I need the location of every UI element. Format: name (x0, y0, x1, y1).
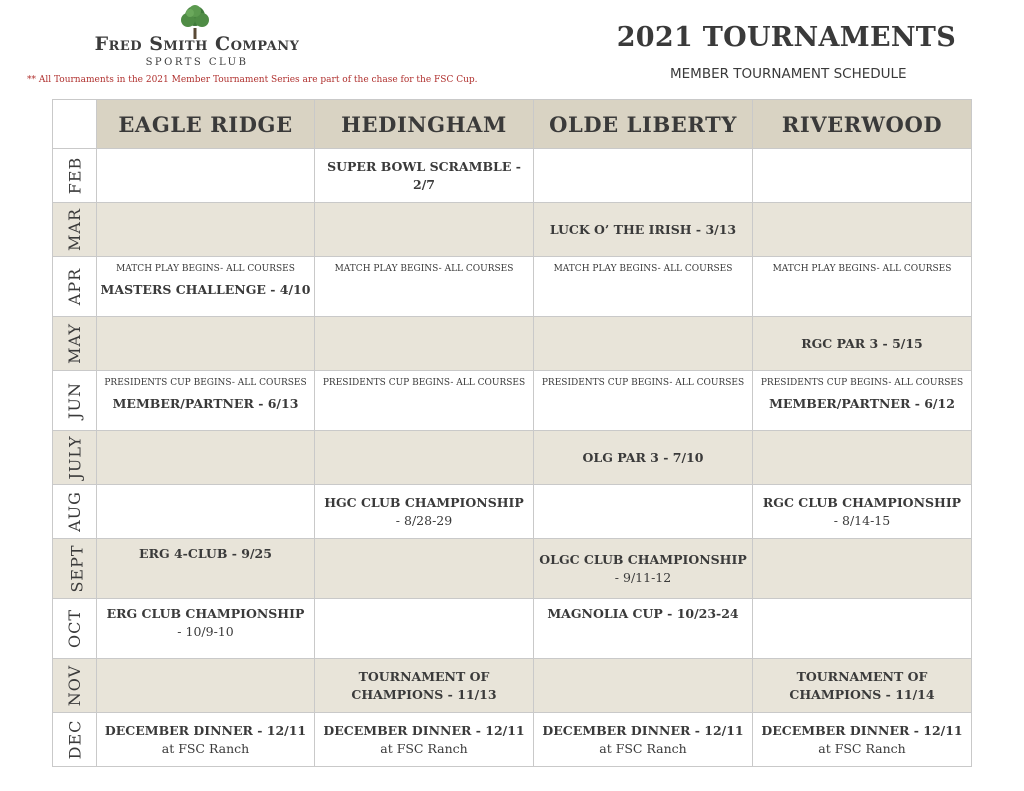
cell-eagle-ridge (97, 539, 315, 599)
match-play-note: MATCH PLAY BEGINS- ALL COURSES (116, 264, 295, 274)
month-label-cell (53, 599, 97, 659)
cell-eagle-ridge (97, 431, 315, 485)
month-label-cell (53, 257, 97, 317)
month-label: JULY (65, 435, 85, 480)
month-label: NOV (64, 664, 84, 707)
month-row-jun (53, 371, 972, 431)
month-label-cell (53, 659, 97, 713)
event-location: at FSC Ranch (818, 740, 906, 756)
month-label-cell (53, 713, 97, 767)
month-label-cell (53, 539, 97, 599)
course-header-riverwood: RIVERWOOD (753, 100, 972, 149)
cell-hedingham (315, 539, 534, 599)
page-title: 2021 TOURNAMENTS (616, 22, 956, 53)
month-label: MAR (64, 208, 84, 251)
match-play-note: MATCH PLAY BEGINS- ALL COURSES (553, 264, 733, 274)
course-header-row (53, 100, 972, 149)
event-text: RGC CLUB CHAMPIONSHIP (762, 494, 962, 510)
cell-hedingham (315, 257, 534, 317)
month-label: SEPT (67, 544, 87, 593)
event-text: MEMBER/PARTNER - 6/12 (769, 396, 955, 411)
cell-hedingham (315, 485, 534, 539)
page-subtitle: MEMBER TOURNAMENT SCHEDULE (670, 66, 907, 82)
cell-olde-liberty (534, 659, 753, 713)
month-row-feb (53, 149, 972, 203)
event-text: DECEMBER DINNER - 12/11 (542, 722, 744, 738)
cell-riverwood (753, 659, 972, 713)
month-label-cell (53, 203, 97, 257)
corner-cell (53, 100, 97, 149)
event-text: TOURNAMENT OF (358, 668, 490, 684)
cell-olde-liberty (534, 371, 753, 431)
event-date: - 8/14-15 (833, 512, 891, 528)
event-date: - 9/11-12 (614, 569, 672, 585)
month-label: APR (65, 267, 84, 306)
month-row-sept (53, 539, 972, 599)
course-header-hedingham: HEDINGHAM (315, 100, 534, 149)
cell-hedingham (315, 713, 534, 767)
event-text: OLGC CLUB CHAMPIONSHIP (539, 551, 747, 567)
event-text: MASTERS CHALLENGE - 4/10 (100, 282, 311, 297)
course-header-olde-liberty: OLDE LIBERTY (534, 100, 753, 149)
cell-eagle-ridge (97, 599, 315, 659)
event-text: TOURNAMENT OF (796, 668, 928, 684)
event-text: SUPER BOWL SCRAMBLE - 2/7 (327, 158, 521, 192)
cell-eagle-ridge (97, 203, 315, 257)
month-label: OCT (65, 608, 84, 649)
cell-riverwood (753, 149, 972, 203)
cell-riverwood (753, 203, 972, 257)
cell-eagle-ridge (97, 713, 315, 767)
month-row-aug (53, 485, 972, 539)
cell-riverwood (753, 713, 972, 767)
cell-riverwood (753, 371, 972, 431)
cell-riverwood (753, 485, 972, 539)
cell-hedingham (315, 317, 534, 371)
cell-riverwood (753, 599, 972, 659)
month-row-oct (53, 599, 972, 659)
month-label-cell (53, 317, 97, 371)
event-date: - 8/28-29 (395, 512, 453, 528)
cell-hedingham (315, 659, 534, 713)
presidents-cup-note: PRESIDENTS CUP BEGINS- ALL COURSES (322, 378, 526, 388)
month-label-cell (53, 431, 97, 485)
month-label: MAY (64, 323, 84, 364)
cell-hedingham (315, 149, 534, 203)
event-text: LUCK O’ THE IRISH - 3/13 (549, 221, 737, 237)
match-play-note: MATCH PLAY BEGINS- ALL COURSES (334, 264, 514, 274)
cell-eagle-ridge (97, 659, 315, 713)
cell-eagle-ridge (97, 317, 315, 371)
cell-hedingham (315, 371, 534, 431)
cell-olde-liberty (534, 149, 753, 203)
cell-olde-liberty (534, 317, 753, 371)
company-name: Fred Smith Company (94, 33, 300, 55)
presidents-cup-note: PRESIDENTS CUP BEGINS- ALL COURSES (760, 378, 964, 388)
presidents-cup-note: PRESIDENTS CUP BEGINS- ALL COURSES (541, 378, 745, 388)
cell-riverwood (753, 539, 972, 599)
event-text: MAGNOLIA CUP - 10/23-24 (547, 606, 739, 621)
cell-hedingham (315, 203, 534, 257)
event-text: ERG 4-CLUB - 9/25 (139, 546, 272, 561)
match-play-note: MATCH PLAY BEGINS- ALL COURSES (772, 264, 952, 274)
month-row-mar (53, 203, 972, 257)
month-label: FEB (64, 156, 84, 195)
cell-hedingham (315, 431, 534, 485)
event-text: DECEMBER DINNER - 12/11 (323, 722, 525, 738)
event-text: DECEMBER DINNER - 12/11 (761, 722, 963, 738)
event-location: at FSC Ranch (161, 740, 250, 756)
month-row-nov (53, 659, 972, 713)
cell-eagle-ridge (97, 149, 315, 203)
event-date: CHAMPIONS - 11/13 (351, 686, 497, 702)
cell-eagle-ridge (97, 257, 315, 317)
cell-olde-liberty (534, 539, 753, 599)
cell-olde-liberty (534, 203, 753, 257)
cell-hedingham (315, 599, 534, 659)
month-row-may (53, 317, 972, 371)
cell-olde-liberty (534, 431, 753, 485)
club-name: SPORTS CLUB (145, 57, 249, 68)
course-header-eagle-ridge: EAGLE RIDGE (97, 100, 315, 149)
event-location: at FSC Ranch (380, 740, 468, 756)
cell-olde-liberty (534, 485, 753, 539)
event-location: at FSC Ranch (599, 740, 687, 756)
fsc-cup-note: ** All Tournaments in the 2021 Member Tournament Series are part of the chase for the FSC Cup. (27, 75, 478, 85)
month-label: DEC (65, 719, 84, 760)
cell-riverwood (753, 257, 972, 317)
event-text: RGC PAR 3 - 5/15 (801, 335, 923, 351)
month-label: JUN (65, 382, 84, 419)
month-row-apr (53, 257, 972, 317)
event-text: MEMBER/PARTNER - 6/13 (112, 396, 299, 411)
month-label-cell (53, 149, 97, 203)
cell-eagle-ridge (97, 371, 315, 431)
cell-eagle-ridge (97, 485, 315, 539)
schedule-table (52, 99, 972, 767)
month-label: AUG (64, 491, 84, 532)
event-text: OLG PAR 3 - 7/10 (582, 449, 704, 465)
event-text: HGC CLUB CHAMPIONSHIP (324, 494, 524, 510)
month-label-cell (53, 485, 97, 539)
presidents-cup-note: PRESIDENTS CUP BEGINS- ALL COURSES (104, 378, 307, 388)
event-text: ERG CLUB CHAMPIONSHIP (106, 606, 305, 621)
event-date: CHAMPIONS - 11/14 (789, 686, 935, 702)
cell-riverwood (753, 317, 972, 371)
cell-olde-liberty (534, 257, 753, 317)
event-date: - 10/9-10 (177, 624, 234, 639)
month-row-dec (53, 713, 972, 767)
cell-olde-liberty (534, 713, 753, 767)
event-text: DECEMBER DINNER - 12/11 (104, 722, 307, 738)
cell-riverwood (753, 431, 972, 485)
month-label-cell (53, 371, 97, 431)
month-row-july (53, 431, 972, 485)
cell-olde-liberty (534, 599, 753, 659)
